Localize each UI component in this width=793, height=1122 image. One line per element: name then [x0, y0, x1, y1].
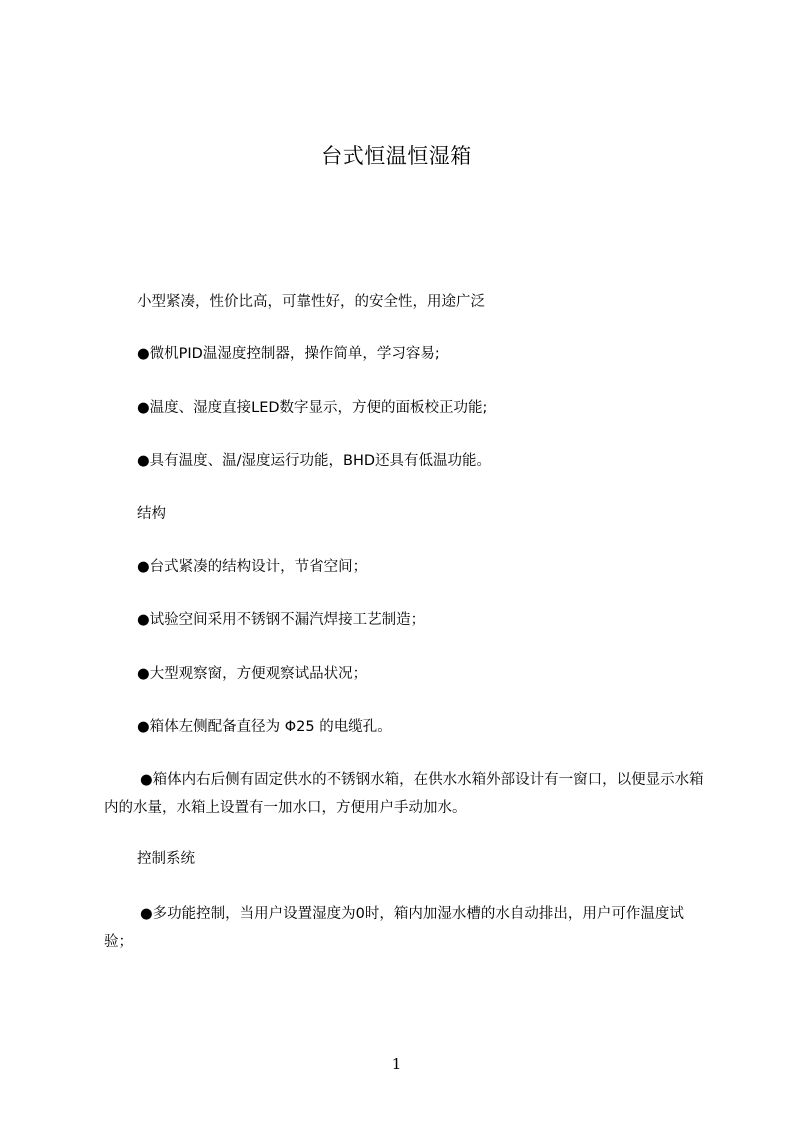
paragraph-bullet-observation-window: ●大型观察窗，方便观察试品状况； [137, 666, 368, 682]
paragraph-bullet-pid-controller: ●微机PID温湿度控制器，操作简单，学习容易; [137, 346, 440, 362]
paragraph-bullet-multifunction-control: ●多功能控制，当用户设置湿度为0时，箱内加湿水槽的水自动排出，用户可作温度试验； [104, 906, 684, 950]
document-title: 台式恒温恒湿箱 [321, 144, 472, 168]
paragraph-bullet-compact-design: ●台式紧凑的结构设计，节省空间； [137, 559, 368, 575]
paragraph-bullet-led-display: ●温度、湿度直接LED数字显示，方便的面板校正功能; [137, 400, 488, 416]
section-heading-control-system: 控制系统 [137, 851, 195, 867]
paragraph-bullet-cable-hole: ●箱体左侧配备直径为 Φ25 的电缆孔。 [137, 719, 392, 735]
section-heading-structure: 结构 [137, 506, 166, 522]
page-number: 1 [391, 1055, 402, 1073]
paragraph-bullet-water-tank: ●箱体内右后侧有固定供水的不锈钢水箱，在供水水箱外部设计有一窗口，以便显示水箱内的水量，水箱上设置有一加水口，方便用户手动加水。 [104, 772, 704, 816]
paragraph-bullet-humidity-function: ●具有温度、温/湿度运行功能，BHD还具有低温功能。 [137, 453, 492, 469]
paragraph-bullet-stainless-steel: ●试验空间采用不锈钢不漏汽焊接工艺制造； [137, 612, 426, 628]
paragraph-intro: 小型紧凑，性价比高，可靠性好，的安全性，用途广泛 [137, 294, 485, 310]
